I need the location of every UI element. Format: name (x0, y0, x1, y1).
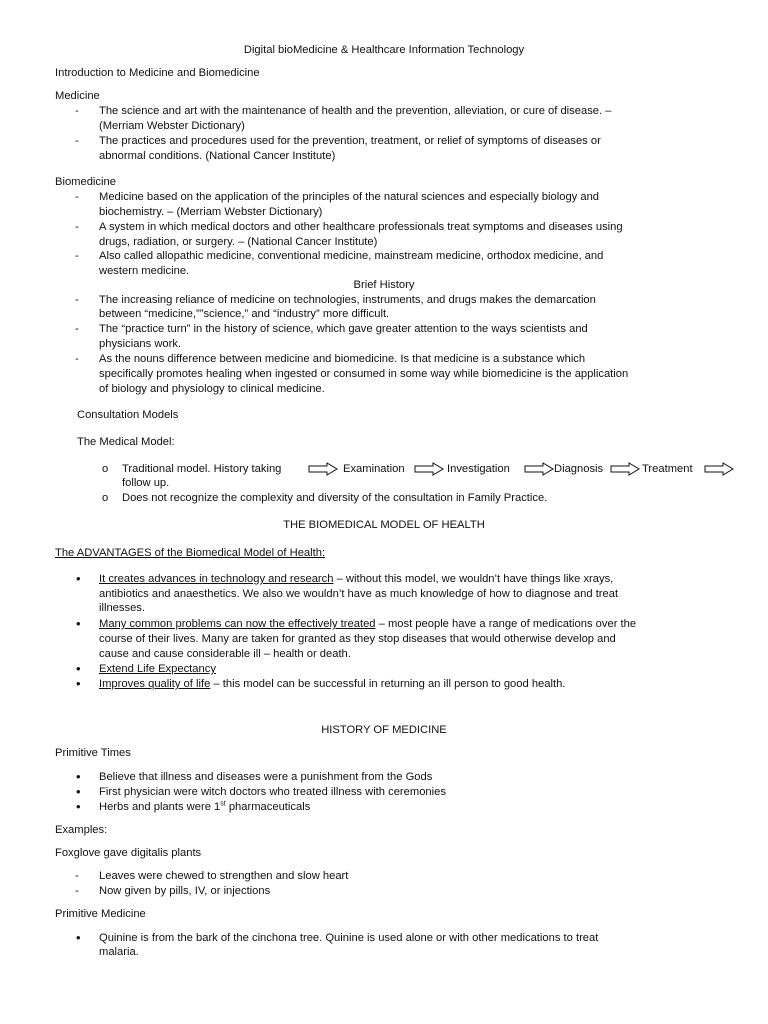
flow-prefix: Traditional model. History taking (122, 463, 282, 475)
consultation-heading: Consultation Models (77, 409, 179, 421)
advantage-2-line-1 (99, 617, 636, 631)
examples-heading: Examples: (55, 824, 108, 836)
biomedicine-item-1-line-1: Medicine based on the application of the principles of the natural sciences and especially biology and (99, 191, 600, 203)
biomedicine-item-3-line-2: western medicine. (99, 265, 190, 277)
flow-arrow-icon (524, 462, 554, 476)
dash-marker: - (75, 885, 79, 897)
herbs-superscript: st (220, 800, 226, 808)
bullet-marker: • (76, 930, 81, 945)
consultation-point-2: Does not recognize the complexity and diversity of the consultation in Family Practice. (122, 492, 548, 504)
medicine-heading: Medicine (55, 90, 100, 102)
foxglove-item-2: Now given by pills, IV, or injections (99, 885, 271, 897)
advantage-2-lead: Many common problems can now the effectively treated (99, 618, 376, 630)
advantage-1-rest: – without this model, we wouldn’t have things like xrays, (333, 573, 614, 585)
medical-model-heading: The Medical Model: (77, 436, 175, 448)
quinine-line-2: malaria. (99, 946, 139, 958)
dash-marker: - (75, 323, 79, 335)
advantage-4-lead: Improves quality of life (99, 678, 211, 690)
flow-arrow-icon (308, 462, 338, 476)
dash-marker: - (75, 105, 79, 117)
advantage-3-line-1 (99, 662, 216, 676)
bullet-marker: • (76, 769, 81, 784)
advantage-1-line-3: illnesses. (99, 602, 146, 614)
dash-marker: - (75, 191, 79, 203)
history-item-3-line-1: As the nouns difference between medicine and biomedicine. Is that medicine is a substance which (99, 353, 586, 365)
primitive-times-bullet-2: First physician were witch doctors who treated illness with ceremonies (99, 786, 446, 798)
history-item-3-line-2: specifically promotes healing when ingested or consumed in some way while biomedicine is the application (99, 368, 629, 380)
flow-suffix: follow up. (122, 477, 170, 489)
biomedicine-item-1-line-2: biochemistry. – (Merriam Webster Dictionary) (99, 206, 323, 218)
flow-step-treatment: Treatment (642, 463, 693, 475)
document-title: Digital bioMedicine & Healthcare Information Technology (243, 44, 525, 56)
advantage-1-lead: It creates advances in technology and research (99, 573, 334, 585)
history-item-3-line-3: of biology and physiology to clinical medicine. (99, 383, 325, 395)
bullet-marker: • (76, 784, 81, 799)
advantage-4-line-1 (99, 677, 565, 691)
advantage-1-line-2: antibiotics and anaesthetics. We also we wouldn’t have as much knowledge of how to diagnose and treat (99, 588, 619, 600)
primitive-times-bullet-1: Believe that illness and diseases were a punishment from the Gods (99, 771, 433, 783)
history-item-1-line-1: The increasing reliance of medicine on technologies, instruments, and drugs makes the demarcation (99, 294, 596, 306)
advantage-4-rest: – this model can be successful in returning an ill person to good health. (210, 678, 566, 690)
bullet-marker: • (76, 799, 81, 814)
primitive-medicine-heading: Primitive Medicine (55, 908, 146, 920)
advantages-heading: The ADVANTAGES of the Biomedical Model of Health: (55, 547, 326, 559)
flow-step-examination: Examination (343, 463, 405, 475)
quinine-line-1: Quinine is from the bark of the cinchona tree. Quinine is used alone or with other medications to treat (99, 932, 599, 944)
primitive-times-bullet-3 (99, 800, 310, 814)
bullet-marker: • (76, 571, 81, 586)
brief-history-heading: Brief History (353, 279, 415, 291)
biomedical-model-heading: THE BIOMEDICAL MODEL OF HEALTH (283, 519, 485, 531)
herbs-suffix: pharmaceuticals (225, 801, 311, 813)
advantage-1-line-1 (99, 572, 613, 586)
advantage-3-lead: Extend Life Expectancy (99, 663, 216, 675)
dash-marker: - (75, 250, 79, 262)
flow-arrow-icon (610, 462, 640, 476)
medicine-item-2-line-2: abnormal conditions. (National Cancer Institute) (99, 150, 336, 162)
bullet-marker: • (76, 661, 81, 676)
intro-heading: Introduction to Medicine and Biomedicine (55, 67, 260, 79)
biomedicine-item-2-line-2: drugs, radiation, or surgery. – (National Cancer Institute) (99, 236, 378, 248)
circle-marker: o (102, 492, 109, 504)
dash-marker: - (75, 353, 79, 365)
medicine-item-2-line-1: The practices and procedures used for the prevention, treatment, or relief of symptoms of diseases or (99, 135, 601, 147)
advantage-2-rest: – most people have a range of medications over the (375, 618, 637, 630)
dash-marker: - (75, 135, 79, 147)
foxglove-heading: Foxglove gave digitalis plants (55, 847, 202, 859)
flow-arrow-icon (704, 462, 734, 476)
circle-marker: o (102, 463, 109, 475)
dash-marker: - (75, 870, 79, 882)
history-item-1-line-2: between “medicine,””science,” and “industry” more difficult. (99, 308, 390, 320)
dash-marker: - (75, 294, 79, 306)
flow-step-investigation: Investigation (447, 463, 510, 475)
history-of-medicine-heading: HISTORY OF MEDICINE (321, 724, 447, 736)
dash-marker: - (75, 221, 79, 233)
medicine-item-1-line-2: (Merriam Webster Dictionary) (99, 120, 245, 132)
primitive-times-heading: Primitive Times (55, 747, 131, 759)
advantage-2-line-2: course of their lives. Many are taken for granted as they stop diseases that would otherwise develop and (99, 633, 616, 645)
medicine-item-1-line-1: The science and art with the maintenance of health and the prevention, alleviation, or cure of disease. – (99, 105, 612, 117)
biomedicine-item-3-line-1: Also called allopathic medicine, conventional medicine, mainstream medicine, orthodox medicine, and (99, 250, 604, 262)
herbs-prefix: Herbs and plants were 1 (99, 801, 221, 813)
biomedicine-heading: Biomedicine (55, 176, 116, 188)
history-item-2-line-1: The “practice turn” in the history of science, which gave greater attention to the ways scientists and (99, 323, 588, 335)
foxglove-item-1: Leaves were chewed to strengthen and slow heart (99, 870, 349, 882)
biomedicine-item-2-line-1: A system in which medical doctors and other healthcare professionals treat symptoms and diseases using (99, 221, 623, 233)
bullet-marker: • (76, 676, 81, 691)
flow-step-diagnosis: Diagnosis (554, 463, 604, 475)
flow-arrow-icon (414, 462, 444, 476)
advantage-2-line-3: cause and cause considerable ill – health or death. (99, 648, 351, 660)
bullet-marker: • (76, 616, 81, 631)
history-item-2-line-2: physicians work. (99, 338, 182, 350)
